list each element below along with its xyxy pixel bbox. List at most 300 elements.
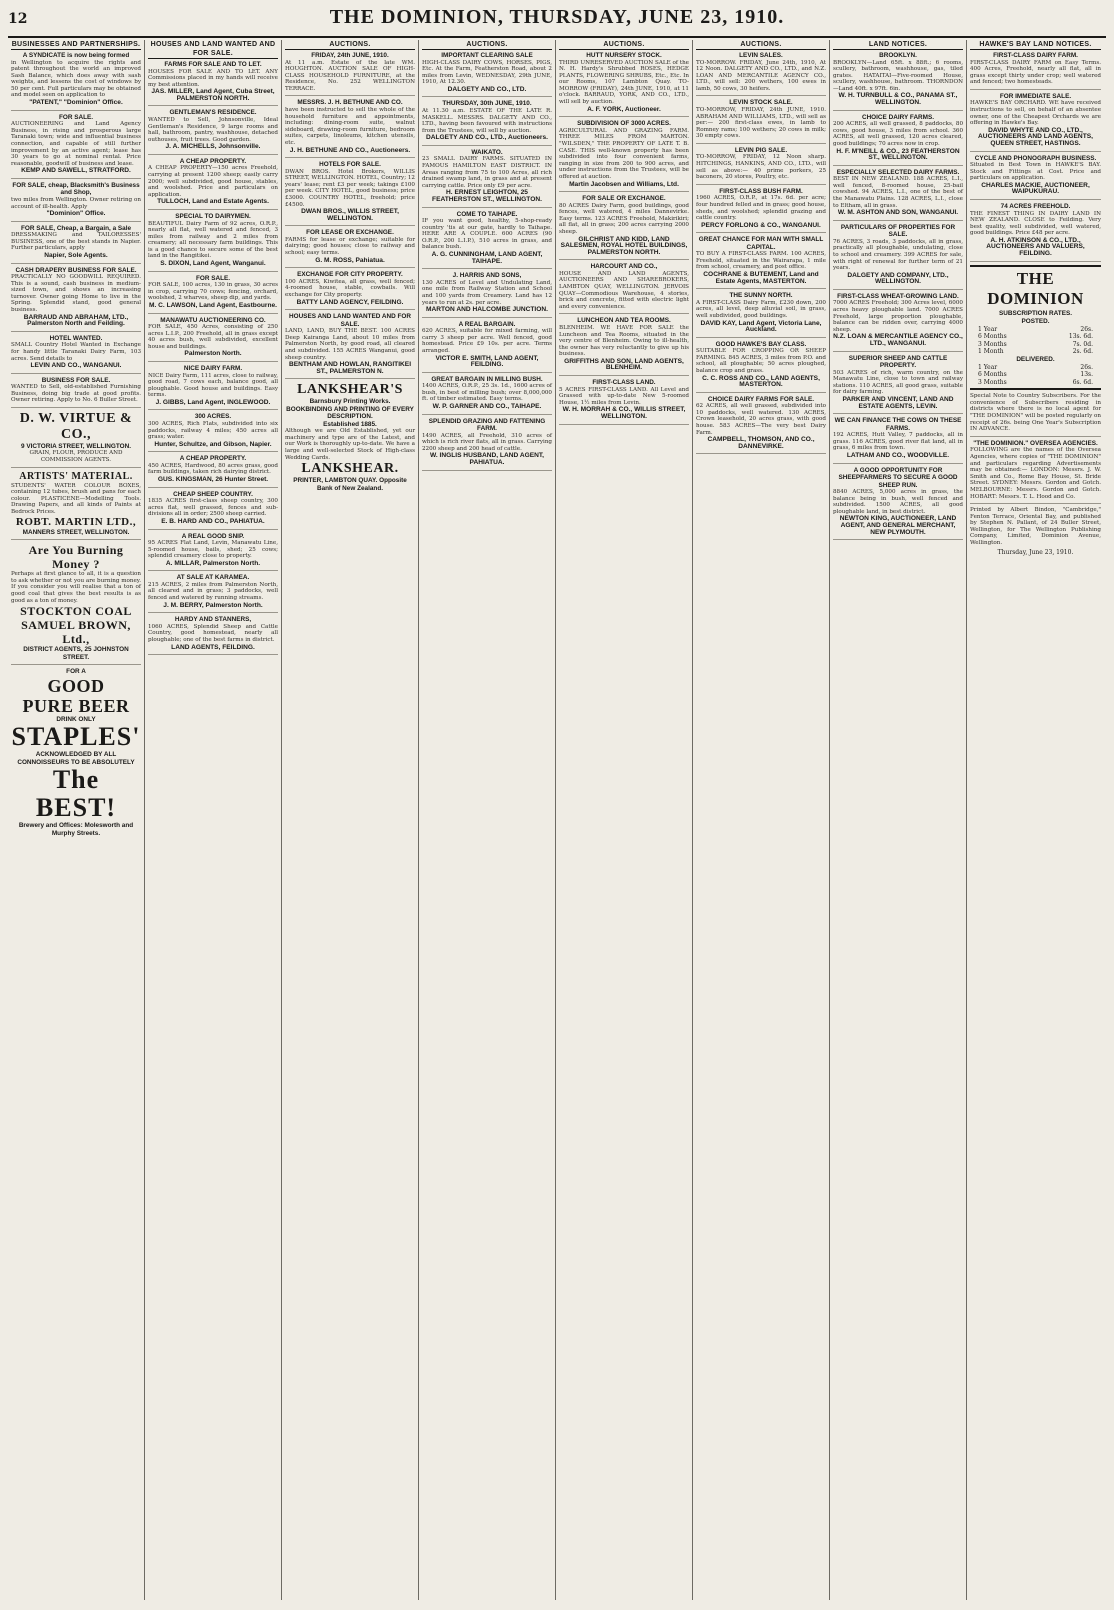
ad-heading: GREAT BARGAIN IN MILLING BUSH. <box>431 375 543 383</box>
classified-ad <box>422 211 552 270</box>
ad-heading: NICE DAIRY FARM. <box>183 365 243 372</box>
coal-firm: SAMUEL BROWN, Ltd., <box>21 618 131 647</box>
ad-heading: ESPECIALLY SELECTED DAIRY FARMS. <box>836 168 960 176</box>
classified-ad <box>833 114 963 166</box>
imprint-body: Printed by Albert Bindon, "Cambridge," Fenton Terrace, Oriental Bay, and published by Stephen N. Pallant, of 24 Buller Street, Wellington, for The Wellington Publishing Company, Limited, Dominion Avenue, Wellington. <box>970 507 1101 547</box>
ad-signature: J. M. BERRY, Palmerston North. <box>163 601 263 609</box>
ad-body: 215 ACRES, 2 miles from Palmerston North, all cleared and in grass; 3 paddocks, well fenced and watered by running streams. <box>148 581 278 602</box>
ad-signature: MARTON AND HALCOMBE JUNCTION. <box>426 306 548 314</box>
printer-body: Although we are Old Established, yet our machinery and type are of the Latest, and our Work is thoroughly up-to-date. We have a large and well-selected Stock of High-class Wedding Cards. <box>285 428 415 461</box>
ad-body: IF you want good, healthy, 5-shop-ready country 'tis at our gate, hardly to Taihape. HERE ARE A COUPLE. 600 ACRES (90 O.R.P., 200 L.I.P.), 510 acres in grass, and balance bush. <box>422 218 552 251</box>
column-5 <box>556 40 693 1600</box>
ad-body: At 11 a.m. Estate of the late WM. HOUGHTON. AUCTION SALE OF HIGH-CLASS HOUSEHOLD FURNITURE, at the Residence, No. 252 WELLINGTON TERRACE. <box>285 59 415 92</box>
classified-ad <box>285 99 415 158</box>
ad-body: TO-MORROW, FRIDAY, 12 Noon sharp. HITCHINGS, HANKINS, AND CO., LTD., will sell as above:— 40 prime porkers, 25 baconers, 20 stores, Poultry, etc. <box>696 154 826 181</box>
newspaper-title: THE DOMINION, THURSDAY, JUNE 23, 1910. <box>329 6 785 28</box>
classified-ad <box>970 155 1101 200</box>
classified-ad <box>559 317 689 376</box>
agencies <box>970 440 1101 504</box>
ad-signature: H. ERNEST LEIGHTON, 25 FEATHERSTON ST., WELLINGTON. <box>432 189 542 203</box>
classified-ad <box>148 317 278 362</box>
ad-heading: HUTT NURSERY STOCK. <box>586 52 662 59</box>
classified-ad <box>148 616 278 655</box>
rate-period: 1 Year <box>978 325 998 333</box>
ad-body: A FIRST-CLASS Dairy Farm, £230 down, 200 acres, all level, deep alluvial soil, in grass, well subdivided, good buildings. <box>696 299 826 319</box>
rate-price: 26s. <box>1080 325 1093 333</box>
coal-question: Are You Burning Money ? <box>28 543 124 572</box>
ad-heading: FOR SALE. <box>195 274 231 282</box>
ad-signature: DAVID WHYTE AND CO., LTD., AUCTIONEERS AND LAND AGENTS, QUEEN STREET, HASTINGS. <box>978 126 1093 147</box>
beer-line-4: DRINK ONLY <box>56 715 96 723</box>
column-2 <box>145 40 282 1600</box>
ad-signature: A. H. ATKINSON & CO., LTD., AUCTIONEERS AND VALUERS, FEILDING. <box>986 236 1085 258</box>
ad-heading: THE SUNNY NORTH. <box>729 292 793 300</box>
beer-line-2: GOOD <box>47 675 105 696</box>
ad-body: Situated in Best Town in HAWKE'S BAY. Stock and Fittings at Cost. Price and particulars on application. <box>970 162 1101 182</box>
classified-ad <box>11 377 141 408</box>
issue-date: Thursday, June 23, 1910. <box>997 548 1074 556</box>
columns <box>8 40 1106 1600</box>
virtue-name: D. W. VIRTUE & CO., <box>19 410 133 442</box>
ad-body: 192 ACRES, Hutt Valley, 7 paddocks, all in grass. 116 ACRES, good river flat land, all in grass, 6 miles from town. <box>833 432 963 452</box>
artists-address: MANNERS STREET, WELLINGTON. <box>22 528 130 536</box>
ad-signature: "PATENT," "Dominion" Office. <box>29 99 123 107</box>
ad-body: 1490 ACRES, all Freehold, 310 acres of which is rich river flats, all in grass. Carrying 2200 sheep and 200 head of cattle. <box>422 432 552 452</box>
ad-heading: J. HARRIS AND SONS, <box>452 272 522 280</box>
ad-signature: TULLOCH, Land and Estate Agents. <box>157 198 269 206</box>
ad-heading: WE CAN FINANCE THE COWS ON THESE FARMS. <box>834 417 962 432</box>
classified-ad <box>422 418 552 471</box>
ad-body: 23 SMALL DAIRY FARMS. SITUATED IN FAMOUS HAMILTON EAST DISTRICT. IN Areas ranging from 75 to 100 Acres, all rich drained swamp land, in grass and at present carrying cattle. Price only £9 per acre. <box>422 156 552 189</box>
ad-signature: W. M. ASHTON AND SON, WANGANUI. <box>837 209 959 217</box>
classified-ad <box>559 52 689 117</box>
rate-price: 6s. 6d. <box>1072 378 1093 386</box>
rate-period: 6 Months <box>978 333 1007 341</box>
ad-signature: BENTHAM AND HOWLAN, RANGITIKEI ST., PALMERSTON N. <box>288 361 412 375</box>
ad-signature: W. H. MORRAH & CO., WILLIS STREET, WELLINGTON. <box>562 406 686 420</box>
rate-period: 3 Months <box>978 340 1007 348</box>
column-header: AUCTIONS. <box>559 40 689 50</box>
classified-ad <box>148 109 278 154</box>
classified-ad <box>148 365 278 410</box>
classified-ad <box>148 61 278 106</box>
classified-ad <box>970 52 1101 90</box>
beer-line-7: The BEST! <box>35 765 117 823</box>
classified-ad <box>11 335 141 374</box>
ad-heading: A SYNDICATE is now being formed <box>22 52 130 59</box>
classified-ad <box>696 292 826 337</box>
ad-body: 130 ACRES of Level and Undulating Land, one mile from Railway Station and School and 100 yards from Creamery. Land has 12 years to run at 2s. per acre. <box>422 279 552 306</box>
rate-row <box>970 341 1101 348</box>
column-1 <box>8 40 145 1600</box>
rate-row <box>970 379 1101 386</box>
ad-heading: FOR IMMEDIATE SALE. <box>999 92 1072 100</box>
coal-ad <box>11 543 141 665</box>
classified-ad <box>285 52 415 96</box>
ad-heading: IMPORTANT CLEARING SALE <box>441 52 533 59</box>
printer-firm: LANKSHEAR. <box>301 461 399 477</box>
classified-ad <box>148 533 278 572</box>
agencies-heading: "THE DOMINION." OVERSEA AGENCIES. <box>973 439 1098 447</box>
classified-ad <box>970 203 1101 262</box>
ad-signature: GUS. KINGSMAN, 26 Hunter Street. <box>157 476 269 484</box>
classified-ad <box>833 224 963 290</box>
classified-ad <box>696 396 826 455</box>
ad-body: WANTED to Sell, old-established Furnishing Business, doing big trade at good profits. Owner retiring. Apply to No. 6 Buller Street. <box>11 384 141 404</box>
classified-ad <box>696 188 826 233</box>
ad-signature: LATHAM AND CO., WOODVILLE. <box>846 451 950 459</box>
ad-heading: HOTEL WANTED. <box>49 334 103 342</box>
classified-ad <box>148 574 278 613</box>
ad-body: 80 ACRES Dairy Farm, good buildings, good fences, well watered, 4 miles Dannevirke. Easy terms. 123 ACRES Freehold, Makirikiri; all flat, all in grass; 200 acres carrying 2000 sheep. <box>559 202 689 235</box>
ad-body: THIRD UNRESERVED AUCTION SALE of the N. H. Hardy's Shrubbed ROSES, HEDGE PLANTS, FLOWERING SHRUBS, Etc., Etc. In our Rooms, 107 Lambton Quay. TO-MORROW (FRIDAY), 24th JUNE, 1910, at 11 o'clock. BARRAUD, YORK, AND CO., LTD., will sell by auction. <box>559 59 689 106</box>
ad-body: 1960 ACRES, O.R.P., at 17s. 6d. per acre; four hundred felled and in grass; good house, sheds, and woolshed; splendid grazing and cattle country. <box>696 195 826 222</box>
ad-body: BEAUTIFUL Dairy Farm of 92 acres, O.R.P., nearly all flat, well watered and fenced, 3 miles from railway and 2 miles from creamery; all necessary farm buildings. This is a good chance to secure some of the best land in the Rangitikei. <box>148 220 278 260</box>
artists-heading: ARTISTS' MATERIAL. <box>19 470 133 482</box>
page-number: 12 <box>8 11 28 27</box>
ad-heading: FIRST-CLASS BUSH FARM. <box>719 187 803 195</box>
ad-heading: A GOOD OPPORTUNITY FOR SHEEPFARMERS TO SECURE A GOOD SHEEP RUN. <box>838 466 958 489</box>
rate-period: 1 Year <box>978 364 998 372</box>
ad-heading: FOR LEASE OR EXCHANGE. <box>306 229 394 237</box>
rate-price: 13s. <box>1080 371 1093 379</box>
rate-period: 1 Month <box>978 348 1004 356</box>
ad-signature: PERCY FORLONG & CO., WANGANUI. <box>701 221 821 229</box>
ad-signature: GRIFFITHS AND SON, LAND AGENTS, BLENHEIM. <box>564 357 684 372</box>
ad-heading: LEVIN STOCK SALE. <box>729 99 793 107</box>
classified-ad <box>11 52 141 111</box>
ad-signature: VICTOR E. SMITH, LAND AGENT, FEILDING. <box>435 354 539 369</box>
ad-heading: SUBDIVISION OF 3000 ACRES. <box>577 120 671 128</box>
classified-ad <box>559 263 689 314</box>
ad-body: THE FINEST THING IN DAIRY LAND IN NEW ZEALAND. CLOSE to Feilding. Very best quality, well subdivided, well watered, good buildings. Price £48 per acre. <box>970 210 1101 237</box>
ad-body: TO-MORROW, FRIDAY, 24th JUNE, 1910. ABRAHAM AND WILLIAMS, LTD., will sell as per:— 200 first-class ewes, in lamb to Romney rams; 100 wethers; 20 cows in milk; 30 empty cows. <box>696 106 826 140</box>
classified-ad <box>422 272 552 317</box>
beer-line-8: Brewery and Offices: Molesworth and Murphy Streets. <box>18 822 134 837</box>
ad-signature: PARKER AND VINCENT, LAND AND ESTATE AGENTS, LEVIN. <box>842 395 954 410</box>
ad-signature: A. F. YORK, Auctioneer. <box>587 105 661 113</box>
ad-heading: CYCLE AND PHONOGRAPH BUSINESS. <box>974 154 1097 162</box>
ad-body: two miles from Wellington. Owner retiring on account of ill-health. Apply <box>11 196 141 210</box>
ad-signature: BATTY LAND AGENCY, FEILDING. <box>296 298 404 306</box>
virtue-ad <box>11 411 141 468</box>
ad-signature: JAS. MILLER, Land Agent, Cuba Street, PALMERSTON NORTH. <box>151 88 275 102</box>
ad-body: DRESSMAKING and TAILORESSES' BUSINESS, one of the best stands in Napier. Further particulars, apply <box>11 232 141 252</box>
classified-ad <box>422 52 552 97</box>
ad-signature: GILCHRIST AND KIDD, LAND SALESMEN, ROYAL HOTEL BUILDINGS, PALMERSTON NORTH. <box>560 235 688 256</box>
ad-heading: FIRST-CLASS DAIRY FARM. <box>993 52 1078 59</box>
column-header: AUCTIONS. <box>422 40 552 50</box>
rate-row <box>970 333 1101 340</box>
ad-signature: LEVIN AND CO., WANGANUI. <box>30 362 122 370</box>
ad-heading: PARTICULARS OF PROPERTIES FOR SALE. <box>840 223 956 239</box>
column-6 <box>693 40 830 1600</box>
classified-ad <box>970 93 1101 152</box>
ad-heading: COME TO TAIHAPE. <box>456 210 518 218</box>
column-header: AUCTIONS. <box>285 40 415 50</box>
classified-ad <box>148 275 278 314</box>
ad-body: BEST IN NEW ZEALAND. 188 ACRES, L.I., well fenced, 8-roomed house, 25-bail cowshed. 94 ACRES, L.I., one of the best of the Manawatu Plains. 128 ACRES, L.I., close to Eltham, all in grass. <box>833 176 963 209</box>
classified-ad <box>696 52 826 96</box>
ad-body: 7000 ACRES Freehold; 300 Acres level, 6000 acres heavy ploughable land. 7000 ACRES Freehold, large proportion ploughable, balance can be ridden over, carrying 4000 sheep. <box>833 300 963 333</box>
ad-heading: A REAL BARGAIN. <box>458 320 516 328</box>
classified-ad <box>696 236 826 289</box>
ad-heading: A CHEAP PROPERTY. <box>179 455 247 463</box>
column-8 <box>967 40 1104 1600</box>
delivered-heading: DELIVERED. <box>1016 356 1055 364</box>
ad-body: TO BUY A FIRST-CLASS FARM. 100 ACRES, Freehold, situated in the Wairarapa, 1 mile from school, creamery, and post office. <box>696 251 826 271</box>
ad-body: HIGH-CLASS DAIRY COWS, HORSES, PIGS, Etc. At the Farm, Featherston Road, about 2 miles from Levin, WEDNESDAY, 29th JUNE, 1910, At 12.30. <box>422 59 552 86</box>
ad-heading: CHOICE DAIRY FARMS FOR SALE. <box>707 395 815 403</box>
classified-ad <box>696 341 826 393</box>
ad-body: HOUSES FOR SALE AND TO LET. ANY Commissions placed in my hands will receive my best attention. <box>148 68 278 88</box>
classified-ad <box>11 267 141 332</box>
ad-heading: THURSDAY, 30th JUNE, 1910. <box>442 100 532 108</box>
ad-signature: J. A. MICHELLS, Johnsonville. <box>165 143 261 151</box>
ad-signature: J. H. BETHUNE AND CO., Auctioneers. <box>289 146 411 154</box>
column-4 <box>419 40 556 1600</box>
classified-ad <box>148 455 278 487</box>
classified-ad <box>422 149 552 208</box>
ad-heading: HOUSES AND LAND WANTED AND FOR SALE. <box>288 313 411 328</box>
ad-body: A CHEAP PROPERTY—150 acres Freehold, carrying at present 1200 sheep; easily carry 2000; well subdivided, good house, stables, and woolshed. Price and particulars on application. <box>148 165 278 198</box>
ad-heading: FARMS FOR SALE AND TO LET. <box>164 61 262 68</box>
ad-heading: MANAWATU AUCTIONEERING CO. <box>160 316 266 324</box>
ad-body: NICE Dairy Farm, 111 acres, close to railway, good road, 7 cows each, balance good, all ploughable. Good house and buildings. Easy terms. <box>148 372 278 399</box>
ad-body: 1060 ACRES, Splendid Sheep and Cattle Country, good homestead, nearly all ploughable; one of the best farms in district. <box>148 623 278 643</box>
coal-body: Perhaps at first glance to all, it is a question to ask whether or not you are burning money. If you consider you will realise that a ton of good coal that gives the best results is as good as a ton of money. <box>11 571 141 604</box>
ad-signature: Napier, Sole Agents. <box>44 251 108 259</box>
ad-body: LAND, LAND, BUY THE BEST. 100 ACRES Deep Kairanga Land, about 10 miles from Palmerston North, by good road, all cleared and subdivided. 155 ACRES Wanganui, good sheep country. <box>285 328 415 361</box>
classified-ad <box>559 195 689 260</box>
classified-ad <box>833 417 963 463</box>
ad-signature: LAND AGENTS, FEILDING. <box>171 643 255 651</box>
ad-body: 100 ACRES, Kiwitea, all grass, well fenced; 4-roomed house, stable, cowbails. Will exchange for City property. <box>285 278 415 298</box>
ad-body: 1835 ACRES first-class sheep country, 300 acres flat, well grassed, fences and sub-divisions all in order; 2500 sheep carried. <box>148 498 278 518</box>
ad-heading: WAIKATO. <box>471 148 503 156</box>
ad-body: BROOKLYN—Land 65ft. x 88ft.; 6 rooms, scullery, bathroom, washhouse, gas, tiled grates. HATAITAI—Five-roomed House, scullery, washhouse, bathroom. THORNDON—Land 40ft. x 97ft. 6in. <box>833 59 963 92</box>
classified-ad <box>833 293 963 352</box>
ad-heading: CHEAP SHEEP COUNTRY. <box>173 490 253 498</box>
ad-heading: LUNCHEON AND TEA ROOMS. <box>577 317 671 325</box>
classified-ad <box>148 213 278 272</box>
subscriber-note <box>970 393 1101 437</box>
beer-ad <box>11 668 141 840</box>
ad-signature: M. C. LAWSON, Land Agent, Eastbourne. <box>149 301 277 309</box>
agencies-body: FOLLOWING are the names of the Oversea Agencies, where copies of "THE DOMINION" and particulars regarding Advertisements may be obtained:— LONDON: Messrs. J. W. Smith and Co., Rome Bay House, St. Bride Street. SYDNEY: Messrs. Gordon and Gotch. MELBOURNE: Messrs. Gordon and Gotch. HOBART: Messrs. T. L. Hood and Co. <box>970 447 1101 500</box>
artists-body: STUDENTS' WATER COLOUR BOXES, containing 12 tubes, brush and pans for each colour. PLASTICENE—Modelling Tools. Drawing Papers, and all kinds of Paints at Bedrock Prices. <box>11 482 141 516</box>
beer-line-3: PURE BEER <box>22 695 130 716</box>
classified-ad <box>559 120 689 192</box>
ad-body: HAWKE'S BAY ORCHARD. WE have received instructions to sell, on behalf of an absentee owner, one of the Cheapest Orchards we are offering in Hawke's Bay. <box>970 100 1101 127</box>
ad-signature: DALGETY AND CO., LTD., Auctioneers. <box>426 134 548 142</box>
ad-body: SMALL Country Hotel Wanted in Exchange for handy little Taranaki Dairy Farm, 103 acres. Send details to <box>11 342 141 362</box>
column-header: HOUSES AND LAND WANTED AND FOR SALE. <box>148 40 278 59</box>
column-3 <box>282 40 419 1600</box>
virtue-address: 9 VICTORIA STREET, WELLINGTON. <box>21 442 131 450</box>
ad-heading: LEVIN PIG SALE. <box>734 146 788 154</box>
classified-ad <box>285 229 415 268</box>
ad-body: SUITABLE FOR CROPPING OR SHEEP FARMING. 845 ACRES, 3 miles from P.O. and school, all ploughable; 50 acres ploughed, balance crop and grass. <box>696 348 826 374</box>
rate-period: 6 Months <box>978 371 1007 379</box>
ad-body: 200 ACRES, all well grassed, 8 paddocks, 80 cows, good house, 3 miles from school. 360 ACRES, all well grassed, 120 acres cleared, good buildings; 70 acres now in crop. <box>833 121 963 147</box>
ad-body: FOR SALE, 450 Acres, consisting of 250 acres L.I.P., 200 Freehold, all in grass except 40 acres bush, well subdivided, excellent house and buildings. <box>148 324 278 350</box>
beer-line-6: ACKNOWLEDGED BY ALL CONNOISSEURS TO BE ABSOLUTELY <box>17 751 135 766</box>
ad-body: TO-MORROW. FRIDAY, June 24th, 1910, At 12 Noon. DALGETY AND CO., LTD., and N.Z. LOAN AND MERCANTILE AGENCY CO., LTD., will sell: 200 wethers, 100 ewes in lamb, 50 cows, 30 heifers. <box>696 59 826 92</box>
classified-ad <box>11 182 141 222</box>
ad-signature: DALGETY AND CO., LTD. <box>447 85 527 93</box>
ad-heading: LEVIN SALES. <box>739 52 783 59</box>
printer-line-2: Barnsbury Printing Works. <box>309 398 391 406</box>
classified-ad <box>148 491 278 530</box>
ad-heading: AT SALE AT KARAMEA. <box>176 574 250 582</box>
virtue-trade: GRAIN, FLOUR, PRODUCE AND COMMISSION AGENTS. <box>29 450 123 464</box>
ad-body: WANTED to Sell, Johnsonville, Ideal Gentleman's Residence, 9 large rooms and hall, bathroom, pantry, washhouse, detached outhouses, fruit trees. Good garden. <box>148 116 278 143</box>
ad-heading: GREAT CHANCE FOR MAN WITH SMALL CAPITAL. <box>698 236 824 251</box>
classified-ad <box>422 100 552 145</box>
rate-row <box>970 326 1101 333</box>
beer-line-1: FOR A <box>66 668 86 676</box>
rate-price: 26s. <box>1080 364 1093 372</box>
ad-heading: MESSRS. J. H. BETHUNE AND CO. <box>297 99 403 107</box>
ad-body: FOR SALE, 100 acres, 130 in grass, 30 acres in crop, carrying 70 cows; fencing, orchard, woolshed, 2 wharves, sheep dip, and yards. <box>148 282 278 302</box>
coal-address: DISTRICT AGENTS, 25 JOHNSTON STREET. <box>23 646 129 661</box>
ad-signature: KEMP AND SAWELL, STRATFORD. <box>21 167 131 175</box>
posted-heading: POSTED. <box>1021 318 1050 326</box>
ad-heading: 300 ACRES. <box>194 413 232 421</box>
classified-ad <box>833 355 963 415</box>
classified-ad <box>833 467 963 541</box>
ad-heading: A REAL GOOD SNIP. <box>181 532 245 540</box>
ad-signature: N.Z. LOAN & MERCANTILE AGENCY CO., LTD., WANGANUI. <box>833 333 963 347</box>
printer-ad <box>285 382 415 495</box>
classified-ad <box>148 158 278 210</box>
imprint <box>970 507 1101 559</box>
ad-signature: BARRAUD AND ABRAHAM, LTD., Palmerston North and Feilding. <box>23 313 129 328</box>
column-header: AUCTIONS. <box>696 40 826 50</box>
classified-ad <box>833 169 963 221</box>
ad-heading: EXCHANGE FOR CITY PROPERTY. <box>297 271 403 279</box>
ad-signature: CHARLES MACKIE, AUCTIONEER, WAIPUKURAU. <box>981 181 1090 196</box>
ad-body: 620 ACRES, suitable for mixed farming, will carry 3 sheep per acre. Well fenced, good homestead. Price £9 10s. per acre. Terms arranged. <box>422 328 552 354</box>
ad-signature: W. INGLIS HUSBAND, LAND AGENT, PAHIATUA. <box>429 452 545 467</box>
classified-ad <box>833 52 963 111</box>
ad-heading: HARDY AND STANNERS, <box>174 616 252 624</box>
masthead <box>8 6 1106 38</box>
ad-signature: DWAN BROS., WILLIS STREET, WELLINGTON. <box>301 208 399 222</box>
ad-signature: Hunter, Schultze, and Gibson, Napier. <box>154 440 272 448</box>
classified-ad <box>559 379 689 424</box>
ad-signature: G. M. ROSS, Pahiatua. <box>315 256 385 264</box>
ad-body: 450 ACRES, Hardwood, 80 acres grass, good farm buildings, taken rich dairying district. <box>148 462 278 476</box>
ad-signature: H. F. M'NEILL & CO., 23 FEATHERSTON ST., WELLINGTON. <box>836 147 960 162</box>
ad-signature: A. MILLAR, Palmerston North. <box>165 559 261 567</box>
coal-name: STOCKTON COAL <box>20 604 132 619</box>
rate-price: 7s. 0d. <box>1072 340 1093 348</box>
subscription-heading: SUBSCRIPTION RATES. <box>998 309 1073 317</box>
ad-body: 300 ACRES, Rich Flats, subdivided into six paddocks, railway 4 miles; 450 acres all grass; water. <box>148 420 278 441</box>
printer-line-3: BOOKBINDING AND PRINTING OF EVERY DESCRIPTION. <box>286 405 414 421</box>
classified-ad <box>285 313 415 379</box>
printer-address: PRINTER, LAMBTON QUAY. Opposite Bank of New Zealand. <box>293 477 407 492</box>
ad-signature: CAMPBELL, THOMSON, AND CO., DANNEVIRKE. <box>707 436 815 450</box>
ad-body: At 11.30 a.m. ESTATE OF THE LATE R. MASKELL. MESSRS. DALGETY AND CO., LTD., having been favoured with instructions from the Trustees, will sell by auction. <box>422 107 552 134</box>
ad-heading: BUSINESS FOR SALE. <box>41 376 111 384</box>
ad-signature: "Dominion" Office. <box>46 210 106 218</box>
ad-heading: FOR SALE OR EXCHANGE. <box>582 195 666 203</box>
ad-body: have been instructed to sell the whole of the household furniture and appointments, including: dining-room suite, walnut sideboard, drawing-room furniture, bedroom suites, carpets, linoleums, kitchen utensils, etc. <box>285 106 415 146</box>
ad-signature: J. GIBBS, Land Agent, INGLEWOOD. <box>155 398 271 406</box>
column-header: LAND NOTICES. <box>833 40 963 50</box>
ad-signature: A. G. CUNNINGHAM, LAND AGENT, TAIHAPE. <box>431 251 543 265</box>
dominion-title: THE DOMINION <box>987 268 1084 308</box>
rate-price: 2s. 6d. <box>1072 348 1093 356</box>
rate-row <box>970 371 1101 378</box>
rate-row <box>970 364 1101 371</box>
classified-ad <box>11 225 141 264</box>
ad-heading: FRIDAY, 24th JUNE, 1910. <box>311 52 389 59</box>
ad-heading: CASH DRAPERY BUSINESS FOR SALE. <box>15 266 137 274</box>
classified-ad <box>422 376 552 415</box>
ad-signature: Martin Jacobsen and Williams, Ltd. <box>569 180 679 188</box>
ad-signature: W. P. GARNER AND CO., TAIHAPE. <box>432 403 542 411</box>
ad-heading: SUPERIOR SHEEP AND CATTLE PROPERTY. <box>848 354 948 370</box>
ad-body: in Wellington to acquire the rights and patent throughout the world an improved Sash Balance, which does away with sash weights, and lessens the cost of windows by 50 per cent. Full particulars may be obtained and model seen on application to <box>11 59 141 99</box>
ad-body: 95 ACRES Flat Land, Levin, Manawatu Line, 5-roomed house, bails, shed; 25 cows; splendid creamery close to property. <box>148 540 278 560</box>
ad-heading: FOR SALE, Cheap, a Bargain, a Sale <box>20 224 132 232</box>
subscription-box <box>970 265 1101 391</box>
printer-name: LANKSHEAR'S <box>297 382 403 398</box>
ad-heading: GENTLEMAN'S RESIDENCE. <box>169 109 257 117</box>
printer-line-4: Established 1885. <box>323 420 377 428</box>
classified-ad <box>422 321 552 373</box>
ad-heading: HARCOURT AND CO., <box>590 263 658 271</box>
rate-period: 3 Months <box>978 378 1007 386</box>
ad-heading: FOR SALE. <box>58 113 94 121</box>
classified-ad <box>11 114 141 179</box>
ad-body: 1400 ACRES, O.R.P., 25 3s. 1d., 1600 acres of bush, in best of milling bush; over 8,000,000 ft. of timber estimated. Easy terms. <box>422 383 552 403</box>
ad-signature: S. DIXON, Land Agent, Wanganui. <box>160 260 266 268</box>
ad-body: AUCTIONEERING and Land Agency Business, in rising and prosperous large Taranaki town; wide and influential business connection, and capable of still further improvement by an active agent; lease has 30 years to go at nominal rental. Price reasonable, goodwill of business and lease. <box>11 121 141 167</box>
ad-body: 62 ACRES, all well grassed, subdivided into 10 paddocks, well watered. 130 ACRES, Crown leasehold, 20 acres grass, with good house. 583 ACRES—The very best Dairy Farm. <box>696 403 826 436</box>
ad-body: AGRICULTURAL AND GRAZING FARM. THREE MILES FROM MARTON. "WILSDEN," THE PROPERTY OF LATE T. B. CASE. THIS well-known property has been subdivided into four convenient farms, ranging in size from 200 to 900 acres, and under instructions from the Trustees, will be offered at auction. <box>559 127 689 180</box>
ad-signature: NEWTON KING, AUCTIONEER, LAND AGENT, AND GENERAL MERCHANT, NEW PLYMOUTH. <box>839 515 957 536</box>
ad-heading: FIRST-CLASS WHEAT-GROWING LAND. <box>837 292 959 300</box>
column-7 <box>830 40 967 1600</box>
ad-heading: FIRST-CLASS LAND. <box>592 379 656 387</box>
ad-body: HOUSE AND LAND AGENTS, AUCTIONEERS AND SHAREBROKERS, LAMBTON QUAY, WELLINGTON. JERVOIS QUAY—Commodious Warehouse, 4 stories, brick and concrete, fitted with electric light and every convenience. <box>559 270 689 310</box>
ad-body: 5 ACRES FIRST-CLASS LAND. All Level and Grassed with up-to-date New 5-roomed House, 1½ miles from Levin. <box>559 386 689 406</box>
artists-ad <box>11 471 141 540</box>
ad-signature: DALGETY AND COMPANY, LTD., WELLINGTON. <box>847 271 949 286</box>
ad-body: 503 ACRES of rich, warm country, on the Manawatu Line, close to town and railway stations. 110 ACRES, all good grass, suitable for dairy farming. <box>833 369 963 396</box>
classified-ad <box>285 271 415 310</box>
ad-heading: HOTELS FOR SALE. <box>319 161 381 169</box>
classified-ad <box>148 413 278 452</box>
ad-signature: DAVID KAY, Land Agent, Victoria Lane, Auckland. <box>700 319 822 334</box>
ad-body: 76 ACRES, 3 roads, 3 paddocks, all in grass, practically all ploughable, undulating, close to school and creamery. 399 ACRES for sale, with right of renewal for further term of 21 years. <box>833 238 963 272</box>
ad-body: DWAN BROS. Hotel Brokers, WILLIS STREET, WELLINGTON. HOTEL, Country; 12 years' lease; rent £3 per week; takings £100 per week. CITY HOTEL, good business; price £3000. COUNTRY HOTEL, freehold; price £4500. <box>285 168 415 208</box>
ad-heading: SPECIAL TO DAIRYMEN. <box>175 213 251 220</box>
classified-ad <box>696 99 826 143</box>
ad-heading: BROOKLYN. <box>879 52 917 59</box>
ad-body: 8840 ACRES, 5,000 acres in grass, the balance being in bush, well fenced and subdivided. 1500 ACRES, all good ploughable land, in best district. <box>833 489 963 515</box>
ad-signature: C. C. ROSS AND CO., LAND AGENTS, MASTERTON. <box>702 374 820 389</box>
ad-body: BLENHEIM. WE HAVE FOR SALE the Luncheon and Tea Rooms, situated in the very centre of Blenheim. Owing to ill-health, the owner has very reluctantly to give up his business. <box>559 324 689 358</box>
ad-signature: COCHRANE & BUTEMENT, Land and Estate Agents, MASTERTON. <box>703 271 819 285</box>
ad-signature: Palmerston North. <box>184 350 242 358</box>
ad-signature: E. B. HARD AND CO., PAHIATUA. <box>161 517 265 525</box>
